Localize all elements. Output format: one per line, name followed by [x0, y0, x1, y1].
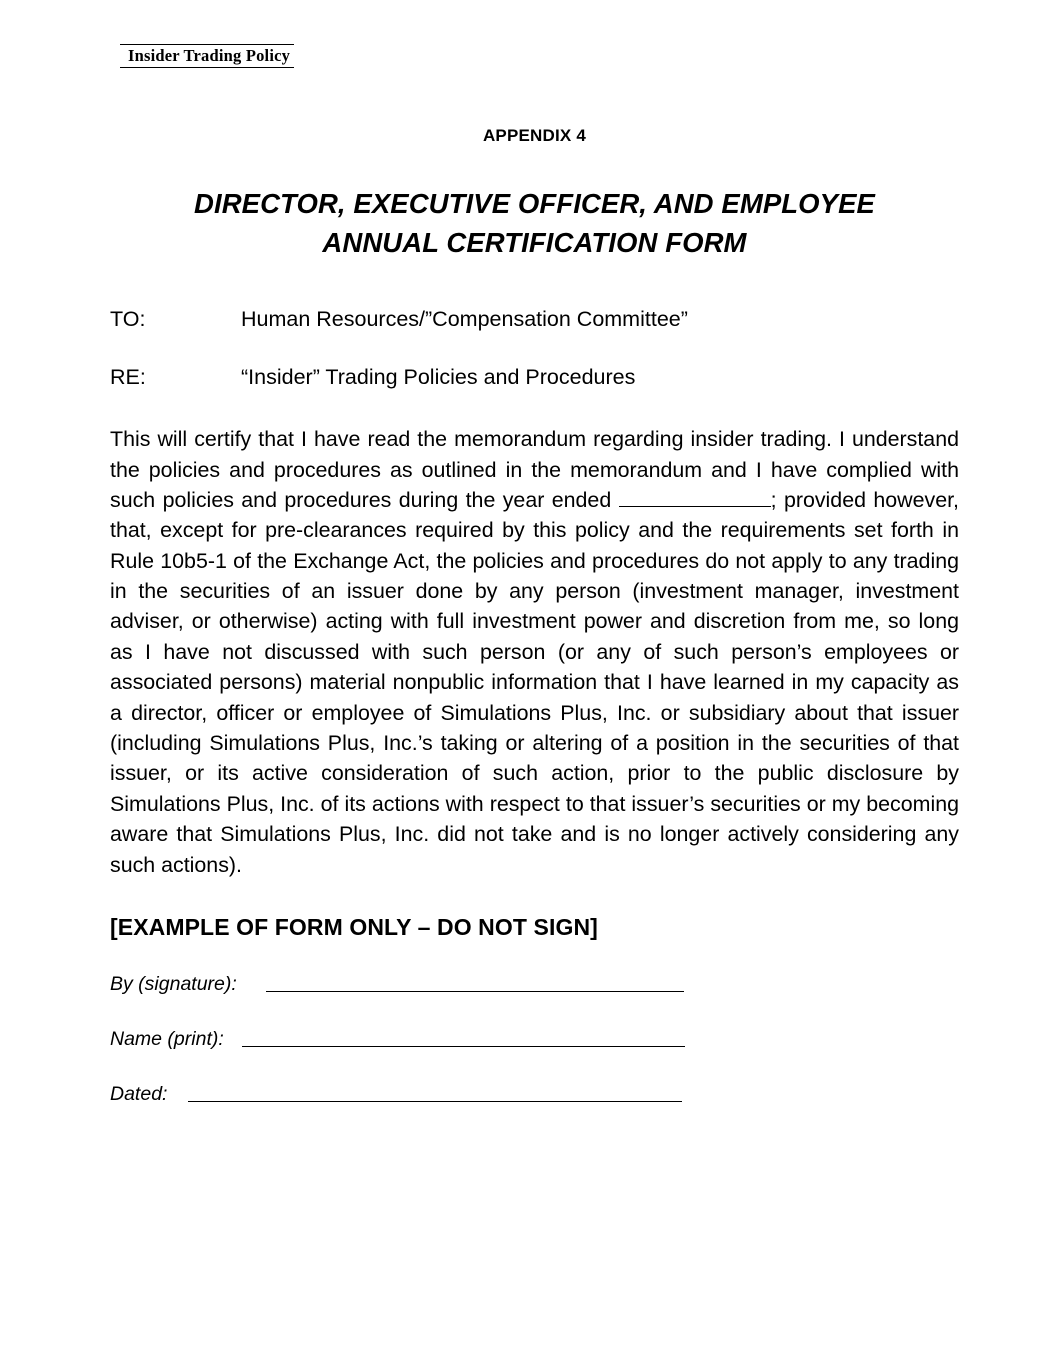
signature-row — [110, 973, 959, 996]
dated-input-line[interactable] — [188, 1100, 682, 1102]
dated-label: Dated: — [110, 1082, 168, 1105]
running-header-label: Insider Trading Policy — [120, 44, 294, 68]
dated-row — [110, 1083, 959, 1106]
example-only-notice: [EXAMPLE OF FORM ONLY – DO NOT SIGN] — [110, 913, 598, 940]
appendix-label: APPENDIX 4 — [482, 126, 587, 146]
name-input-line[interactable] — [242, 1045, 685, 1047]
field-to-value: Human Resources/”Compensation Committee” — [241, 307, 688, 332]
name-row — [110, 1028, 959, 1051]
certification-paragraph — [110, 424, 959, 880]
signature-label: By (signature): — [110, 972, 237, 995]
field-to-label: TO: — [110, 307, 146, 332]
document-title-line-1: DIRECTOR, EXECUTIVE OFFICER, AND EMPLOYEE — [194, 188, 875, 220]
certification-paragraph-part-1: This will certify that I have read the memorandum regarding insider trading. I understand the policies and procedures as outlined in the memorandum and I have complied with such policies and procedures during the year ended — [110, 427, 959, 512]
field-re — [110, 364, 959, 392]
name-label: Name (print): — [110, 1027, 224, 1050]
document-title — [110, 184, 959, 262]
certification-paragraph-part-2: ; provided however, that, except for pre-clearances required by this policy and the requirements set forth in Rule 10b5-1 of the Exchange Act, the policies and procedures do not apply to any trading in the securities of an issuer done by any person (investment manager, investment adviser, or otherwise) acting with full investment power and discretion from me, so long as I have not discussed with such person (or any of such person’s employees or associated persons) material nonpublic information that I have learned in my capacity as a director, officer or employee of Simulations Plus, Inc. or subsidiary about that issuer (including Simulations Plus, Inc.’s taking or altering of a position in the securities of that issuer, or its active consideration of such action, prior to the public disclosure by Simulations Plus, Inc. of its actions with respect to that issuer’s securities or my becoming aware that Simulations Plus, Inc. did not take and is no longer actively considering any such actions). — [110, 487, 959, 877]
year-ended-blank-field[interactable] — [619, 486, 771, 507]
signature-input-line[interactable] — [266, 990, 684, 992]
document-title-line-2: ANNUAL CERTIFICATION FORM — [322, 227, 747, 259]
running-header — [110, 44, 959, 68]
field-to — [110, 306, 959, 334]
field-re-value: “Insider” Trading Policies and Procedures — [241, 365, 636, 390]
field-re-label: RE: — [110, 365, 146, 390]
